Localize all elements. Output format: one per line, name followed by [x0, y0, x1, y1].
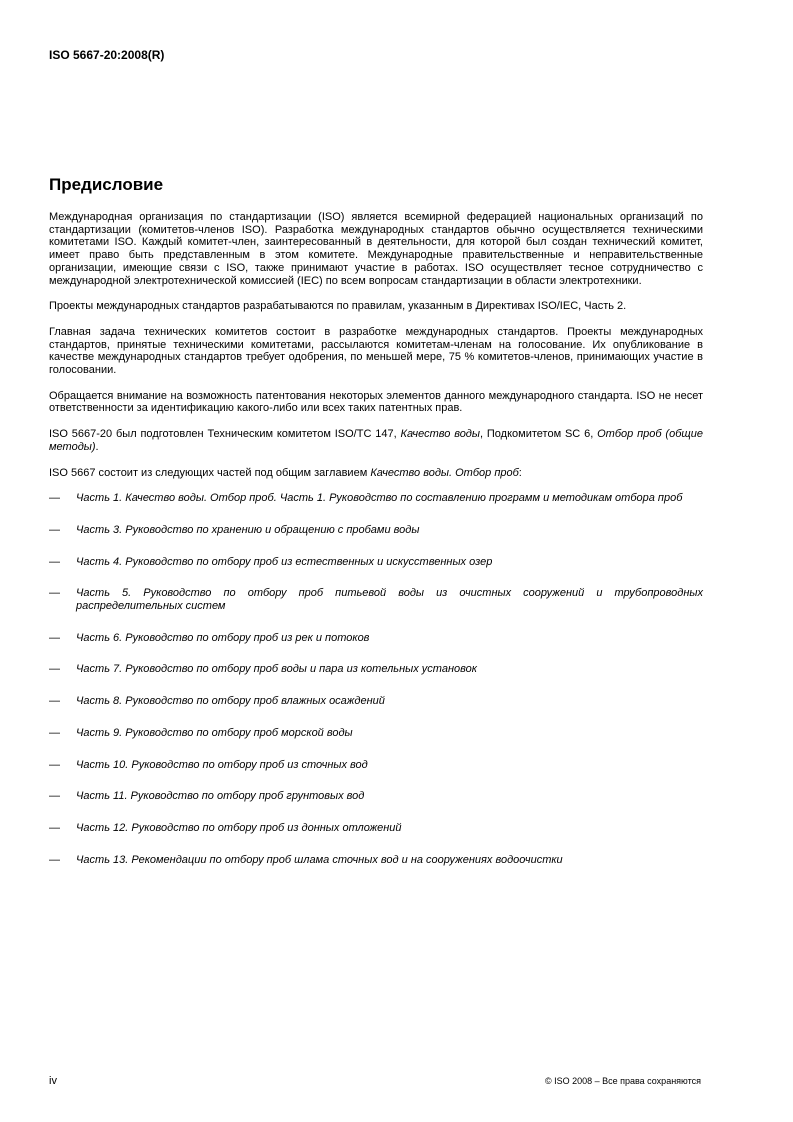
copyright-notice: © ISO 2008 – Все права сохраняются — [544, 1076, 701, 1086]
document-body — [49, 211, 703, 885]
list-dash: — — [49, 790, 60, 803]
prepared-italic-2: Отбор проб (общие методы) — [49, 428, 704, 453]
prepared-italic-1: Качество воды — [400, 428, 480, 441]
list-dash: — — [49, 663, 60, 676]
list-item-text: Часть 10. Руководство по отбору проб из сточных вод — [76, 758, 368, 771]
page-number: iv — [49, 1075, 57, 1087]
paragraph-series-intro — [49, 467, 703, 480]
series-intro-text: ISO 5667 состоит из следующих частей под общим заглавием — [49, 466, 371, 479]
list-item-text: Часть 12. Руководство по отбору проб из донных отложений — [76, 821, 402, 834]
paragraph-committees-task: Главная задача технических комитетов состоит в разработке международных стандартов. Проекты международных стандартов, принятые техническими комитетами, рассылаются комитетам-членам на голосование. Их опубликование в качестве международных стандартов требует одобрения, по меньшей мере, 75 % комитетов-членов, принимающих участие в голосовании. — [49, 325, 703, 377]
list-item-text: Часть 8. Руководство по отбору проб влажных осаждений — [76, 695, 385, 708]
list-item — [49, 524, 703, 537]
series-intro-end: : — [518, 466, 522, 479]
list-item-text: Часть 4. Руководство по отбору проб из естественных и искусственных озер — [76, 555, 493, 568]
list-item — [49, 556, 703, 569]
list-item-text: Часть 5. Руководство по отбору проб питьевой воды из очистных сооружений и трубопроводных распределительных систем — [76, 587, 703, 613]
list-item-text: Часть 7. Руководство по отбору проб воды и пара из котельных установок — [76, 663, 477, 676]
paragraph-iso-intro: Международная организация по стандартизации (ISO) является всемирной федерацией национальных организаций по стандартизации (комитетов-членов ISO). Разработка международных стандартов обычно осуществляется техническими комитетами ISO. Каждый комитет-член, заинтересованный в деятельности, для которой был создан технический комитет, имеет право быть представленным в этом комитете. Международные правительственные и неправительственные организации, имеющие связи с ISO, также принимают участие в работах. ISO осуществляет тесное сотрудничество с международной электротехнической комиссией (IEC) по всем вопросам стандартизации в области электротехники. — [49, 211, 703, 287]
parts-list — [49, 492, 703, 866]
list-dash: — — [49, 726, 60, 739]
list-item-text: Часть 3. Руководство по хранению и обращению с пробами воды — [76, 523, 420, 536]
prepared-text-1: ISO 5667-20 был подготовлен Техническим комитетом ISO/TC 147, — [49, 428, 401, 441]
list-item-text: Часть 11. Руководство по отбору проб грунтовых вод — [76, 790, 365, 803]
list-item — [49, 854, 703, 867]
list-item — [49, 759, 703, 772]
list-item — [49, 663, 703, 676]
prepared-text-2: , Подкомитетом SC 6, — [480, 428, 598, 441]
document-id: ISO 5667-20:2008(R) — [49, 48, 165, 62]
list-dash: — — [49, 587, 60, 600]
list-dash: — — [49, 695, 60, 708]
list-item-text: Часть 6. Руководство по отбору проб из рек и потоков — [76, 631, 370, 644]
list-item — [49, 632, 703, 645]
list-dash: — — [49, 631, 60, 644]
list-item-text: Часть 13. Рекомендации по отбору проб шлама сточных вод и на сооружениях водоочистки — [76, 853, 563, 866]
list-dash: — — [49, 853, 60, 866]
paragraph-prepared-by — [49, 428, 703, 453]
prepared-text-3: . — [95, 440, 99, 453]
list-dash: — — [49, 555, 60, 568]
paragraph-patents: Обращается внимание на возможность патентования некоторых элементов данного международного стандарта. ISO не несет ответственности за идентификацию какого-либо или всех таких патентных прав. — [49, 389, 703, 415]
list-item — [49, 492, 703, 505]
list-item-text: Часть 9. Руководство по отбору проб морской воды — [76, 726, 353, 739]
list-dash: — — [49, 492, 60, 505]
list-item — [49, 727, 703, 740]
list-dash: — — [49, 758, 60, 771]
series-intro-italic: Качество воды. Отбор проб — [370, 466, 519, 479]
list-item-text: Часть 1. Качество воды. Отбор проб. Часть 1. Руководство по составлению программ и методикам отбора проб — [76, 492, 683, 505]
list-dash: — — [49, 821, 60, 834]
list-item — [49, 587, 703, 612]
list-item — [49, 695, 703, 708]
page-title: Предисловие — [49, 175, 164, 194]
paragraph-directives: Проекты международных стандартов разрабатываются по правилам, указанным в Директивах ISO/IEC, Часть 2. — [49, 300, 627, 313]
list-dash: — — [49, 523, 60, 536]
list-item — [49, 790, 703, 803]
list-item — [49, 822, 703, 835]
